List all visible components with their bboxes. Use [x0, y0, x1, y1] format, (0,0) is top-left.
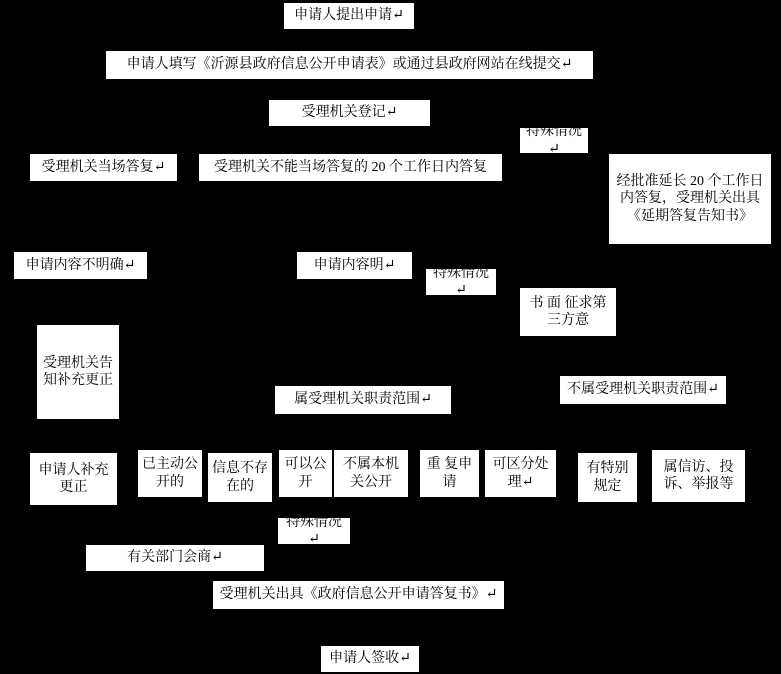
- flowchart-node: 特殊情况↵: [519, 127, 589, 154]
- flowchart-node: 申请内容明↵: [296, 251, 413, 280]
- flowchart-node: 受理机关当场答复↵: [29, 153, 178, 182]
- flowchart-node: 申请人提出申请↵: [283, 2, 415, 30]
- flowchart-node: 受理机关不能当场答复的 20 个工作日内答复: [198, 153, 503, 182]
- flowchart-node: 受理机关登记↵: [268, 99, 431, 127]
- flowchart-node: 申请人签收↵: [320, 645, 420, 673]
- flowchart-node: 申请人填写《沂源县政府信息公开申请表》或通过县政府网站在线提交↵: [105, 50, 594, 80]
- flowchart-node: 可以公开: [278, 449, 333, 498]
- flowchart-node: 重 复申请: [419, 449, 480, 498]
- flowchart-node: 有特别规定: [577, 452, 638, 503]
- flowchart-node: 信息不存在的: [207, 452, 273, 503]
- flowchart-node: 特殊情况↵: [277, 517, 351, 545]
- flowchart-node: 已主动公开的: [137, 449, 203, 498]
- flowchart-node: 申请人补充更正: [29, 452, 118, 506]
- flowchart-node: 书 面 征求第三方意: [519, 287, 617, 337]
- flowchart-node: 有关部门会商↵: [85, 544, 265, 572]
- flowchart-node: 不属受理机关职责范围↵: [559, 375, 727, 405]
- flowchart-node: 受理机关告知补充更正: [36, 324, 120, 420]
- flowchart-node: 申请内容不明确↵: [13, 251, 148, 280]
- flowchart-node: 特殊情况↵: [425, 268, 497, 296]
- flowchart-node: 属信访、投诉、举报等: [651, 449, 746, 503]
- flowchart-node: 受理机关出具《政府信息公开申请答复书》↵: [212, 580, 505, 610]
- flowchart-node: 不属本机关公开: [333, 449, 409, 498]
- flowchart-node: 可区分处理↵: [484, 449, 557, 498]
- flowchart-node: 经批准延长 20 个工作日内答复，受理机关出具《延期答复告知书》: [608, 153, 772, 245]
- flowchart-node: 属受理机关职责范围↵: [274, 385, 452, 415]
